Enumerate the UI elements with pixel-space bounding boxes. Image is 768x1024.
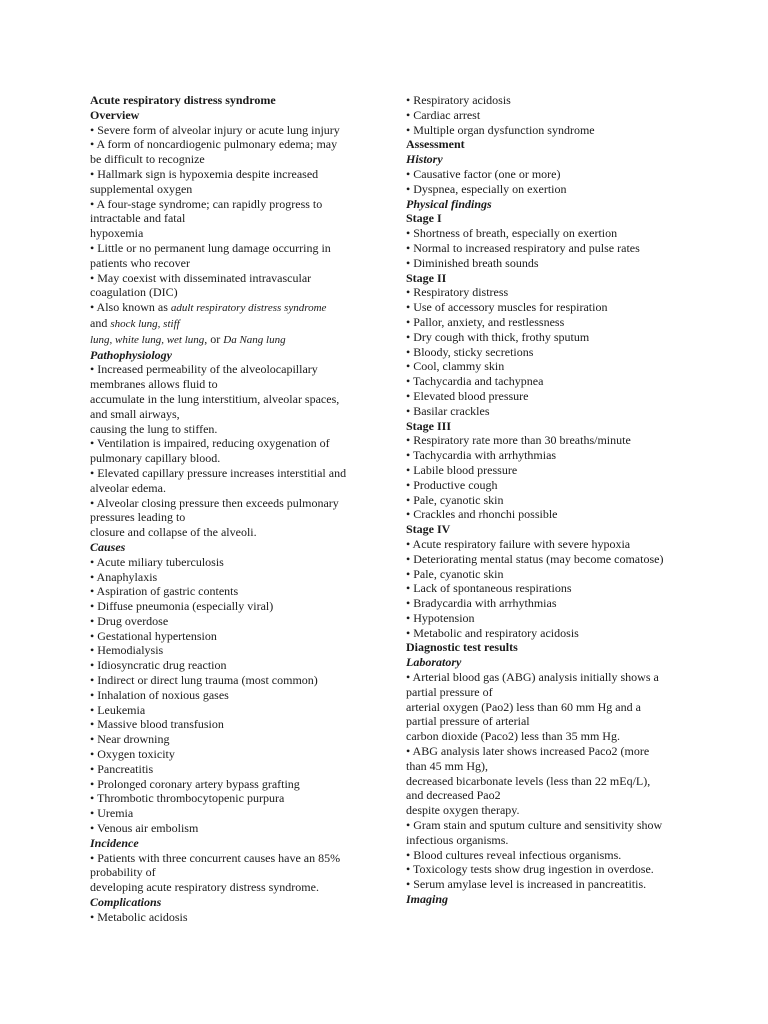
text-line: • Prolonged coronary artery bypass grafting: [90, 776, 300, 791]
text-line: • Metabolic and respiratory acidosis: [406, 625, 579, 640]
text-line: supplemental oxygen: [90, 181, 193, 196]
text-line: pulmonary capillary blood.: [90, 451, 221, 466]
text-line: • Respiratory distress: [406, 285, 509, 300]
text-line: • Normal to increased respiratory and pulse rates: [406, 240, 640, 255]
text-line: • Deteriorating mental status (may become comatose): [406, 551, 664, 566]
text-line: • Indirect or direct lung trauma (most common): [90, 673, 318, 688]
stage-4-heading: Stage IV: [406, 522, 451, 537]
text-line: causing the lung to stiffen.: [90, 421, 218, 436]
stage-4-list: [406, 537, 678, 641]
text-line: • Leukemia: [90, 702, 146, 717]
text-line: • Multiple organ dysfunction syndrome: [406, 122, 595, 137]
text-line: • Cardiac arrest: [406, 107, 481, 122]
stage-2-heading: Stage II: [406, 270, 447, 285]
text-line: • Respiratory acidosis: [406, 93, 511, 107]
text-line: • Patients with three concurrent causes have an 85%: [90, 850, 341, 865]
aka-line-1: [90, 300, 362, 316]
text-line: • Ventilation is impaired, reducing oxygenation of: [90, 436, 330, 451]
text-line: • Increased permeability of the alveolocapillary: [90, 362, 318, 377]
history-list: [406, 167, 678, 197]
text-line: closure and collapse of the alveoli.: [90, 525, 257, 540]
text-line: • Serum amylase level is increased in pancreatitis.: [406, 877, 647, 892]
aka-and: and: [90, 315, 111, 330]
text-line: • Respiratory rate more than 30 breaths/minute: [406, 433, 631, 448]
text-line: and small airways,: [90, 406, 180, 421]
text-line: membranes allows fluid to: [90, 377, 218, 392]
text-line: • Pale, cyanotic skin: [406, 566, 504, 581]
text-line: • Alveolar closing pressure then exceeds pulmonary: [90, 495, 339, 510]
text-line: • Tachycardia with arrhythmias: [406, 448, 557, 463]
text-line: • Dyspnea, especially on exertion: [406, 181, 567, 196]
text-line: • Arterial blood gas (ABG) analysis initially shows a: [406, 670, 659, 685]
text-line: • Venous air embolism: [90, 821, 199, 836]
text-line: • Pale, cyanotic skin: [406, 492, 504, 507]
text-line: • Uremia: [90, 806, 134, 821]
text-line: coagulation (DIC): [90, 285, 178, 300]
text-line: alveolar edema.: [90, 480, 166, 495]
text-line: • Inhalation of noxious gases: [90, 687, 229, 702]
complications-heading: Complications: [90, 895, 162, 910]
right-column: [406, 93, 678, 907]
aka-term-4: Da Nang lung: [223, 333, 286, 346]
stage-1-list: [406, 226, 678, 270]
text-line: • Cool, clammy skin: [406, 359, 505, 374]
aka-term-3: lung, white lung, wet lung: [90, 333, 205, 346]
stage-2-list: [406, 285, 678, 418]
text-line: • Idiosyncratic drug reaction: [90, 658, 227, 673]
text-line: • A four-stage syndrome; can rapidly progress to: [90, 196, 323, 211]
text-line: partial pressure of: [406, 684, 493, 699]
text-line: • Productive cough: [406, 477, 498, 492]
overview-heading: Overview: [90, 107, 140, 122]
text-line: • Drug overdose: [90, 613, 169, 628]
aka-or: , or: [204, 331, 224, 346]
text-line: • Severe form of alveolar injury or acute lung injury: [90, 122, 340, 137]
text-line: • Hemodialysis: [90, 643, 164, 658]
text-line: • Bradycardia with arrhythmias: [406, 596, 557, 611]
text-line: partial pressure of arterial: [406, 714, 530, 729]
text-line: • Lack of spontaneous respirations: [406, 581, 572, 596]
text-line: • Diminished breath sounds: [406, 255, 539, 270]
text-line: • Labile blood pressure: [406, 462, 518, 477]
text-line: • Blood cultures reveal infectious organisms.: [406, 847, 622, 862]
text-line: despite oxygen therapy.: [406, 803, 520, 818]
text-line: • Massive blood transfusion: [90, 717, 224, 732]
aka-term-1: adult respiratory distress syndrome: [170, 302, 327, 315]
text-line: • Toxicology tests show drug ingestion in overdose.: [406, 862, 654, 877]
laboratory-list: [406, 670, 678, 892]
complications-cont-list: [406, 93, 678, 137]
text-line: decreased bicarbonate levels (less than 22 mEq/L),: [406, 773, 651, 788]
text-line: • A form of noncardiogenic pulmonary edema; may: [90, 137, 338, 152]
aka-prefix: • Also known as: [90, 300, 171, 315]
incidence-list: [90, 851, 362, 895]
document-title: Acute respiratory distress syndrome: [90, 93, 276, 107]
overview-list: [90, 123, 362, 301]
text-line: developing acute respiratory distress syndrome.: [90, 880, 319, 895]
text-line: intractable and fatal: [90, 211, 186, 226]
stage-1-heading: Stage I: [406, 211, 442, 226]
text-line: • Basilar crackles: [406, 403, 490, 418]
pathophysiology-list: [90, 362, 362, 540]
text-line: • Crackles and rhonchi possible: [406, 507, 558, 522]
text-line: • Oxygen toxicity: [90, 747, 175, 762]
stage-3-heading: Stage III: [406, 418, 452, 433]
stage-3-list: [406, 433, 678, 522]
text-line: probability of: [90, 865, 156, 880]
text-line: • Diffuse pneumonia (especially viral): [90, 599, 274, 614]
complications-list: [90, 910, 362, 925]
text-line: • Pancreatitis: [90, 761, 154, 776]
text-line: • Little or no permanent lung damage occurring in: [90, 240, 331, 255]
causes-heading: Causes: [90, 539, 126, 554]
text-line: • Gestational hypertension: [90, 628, 217, 643]
imaging-heading: Imaging: [406, 892, 449, 907]
text-line: • Acute miliary tuberculosis: [90, 554, 224, 569]
text-line: pressures leading to: [90, 510, 186, 525]
text-line: carbon dioxide (Paco2) less than 35 mm Hg.: [406, 729, 620, 744]
text-line: • Bloody, sticky secretions: [406, 344, 534, 359]
text-line: • Thrombotic thrombocytopenic purpura: [90, 791, 285, 806]
text-line: accumulate in the lung interstitium, alveolar spaces,: [90, 391, 340, 406]
text-line: • Use of accessory muscles for respiration: [406, 300, 608, 315]
causes-list: [90, 555, 362, 836]
aka-term-2: shock lung, stiff: [110, 317, 180, 330]
text-line: • ABG analysis later shows increased Paco2 (more: [406, 744, 650, 759]
laboratory-heading: Laboratory: [406, 655, 462, 670]
history-heading: History: [406, 152, 443, 167]
text-line: • Metabolic acidosis: [90, 909, 188, 924]
aka-line-2: [90, 316, 362, 332]
text-line: be difficult to recognize: [90, 152, 205, 167]
text-line: • Near drowning: [90, 732, 170, 747]
text-line: • Tachycardia and tachypnea: [406, 374, 544, 389]
left-column: [90, 93, 362, 925]
text-line: • Hypotension: [406, 610, 475, 625]
text-line: patients who recover: [90, 255, 190, 270]
text-line: • Elevated blood pressure: [406, 388, 529, 403]
text-line: and decreased Pao2: [406, 788, 501, 803]
text-line: • May coexist with disseminated intravascular: [90, 270, 312, 285]
text-line: • Acute respiratory failure with severe hypoxia: [406, 536, 631, 551]
text-line: • Hallmark sign is hypoxemia despite increased: [90, 166, 319, 181]
text-line: • Anaphylaxis: [90, 569, 158, 584]
text-line: • Elevated capillary pressure increases interstitial and: [90, 465, 347, 480]
text-line: than 45 mm Hg),: [406, 758, 488, 773]
text-line: hypoxemia: [90, 226, 144, 241]
physical-findings-heading: Physical findings: [406, 196, 492, 211]
text-line: • Causative factor (one or more): [406, 166, 561, 181]
incidence-heading: Incidence: [90, 835, 139, 850]
pathophysiology-heading: Pathophysiology: [90, 347, 173, 362]
text-line: • Pallor, anxiety, and restlessness: [406, 314, 565, 329]
text-line: infectious organisms.: [406, 832, 509, 847]
text-line: • Aspiration of gastric contents: [90, 584, 239, 599]
text-line: arterial oxygen (Pao2) less than 60 mm Hg and a: [406, 699, 641, 714]
text-line: • Shortness of breath, especially on exertion: [406, 226, 618, 241]
assessment-heading: Assessment: [406, 137, 465, 152]
aka-line-3: [90, 332, 362, 348]
text-line: • Dry cough with thick, frothy sputum: [406, 329, 590, 344]
diagnostic-heading: Diagnostic test results: [406, 640, 518, 655]
text-line: • Gram stain and sputum culture and sensitivity show: [406, 818, 663, 833]
